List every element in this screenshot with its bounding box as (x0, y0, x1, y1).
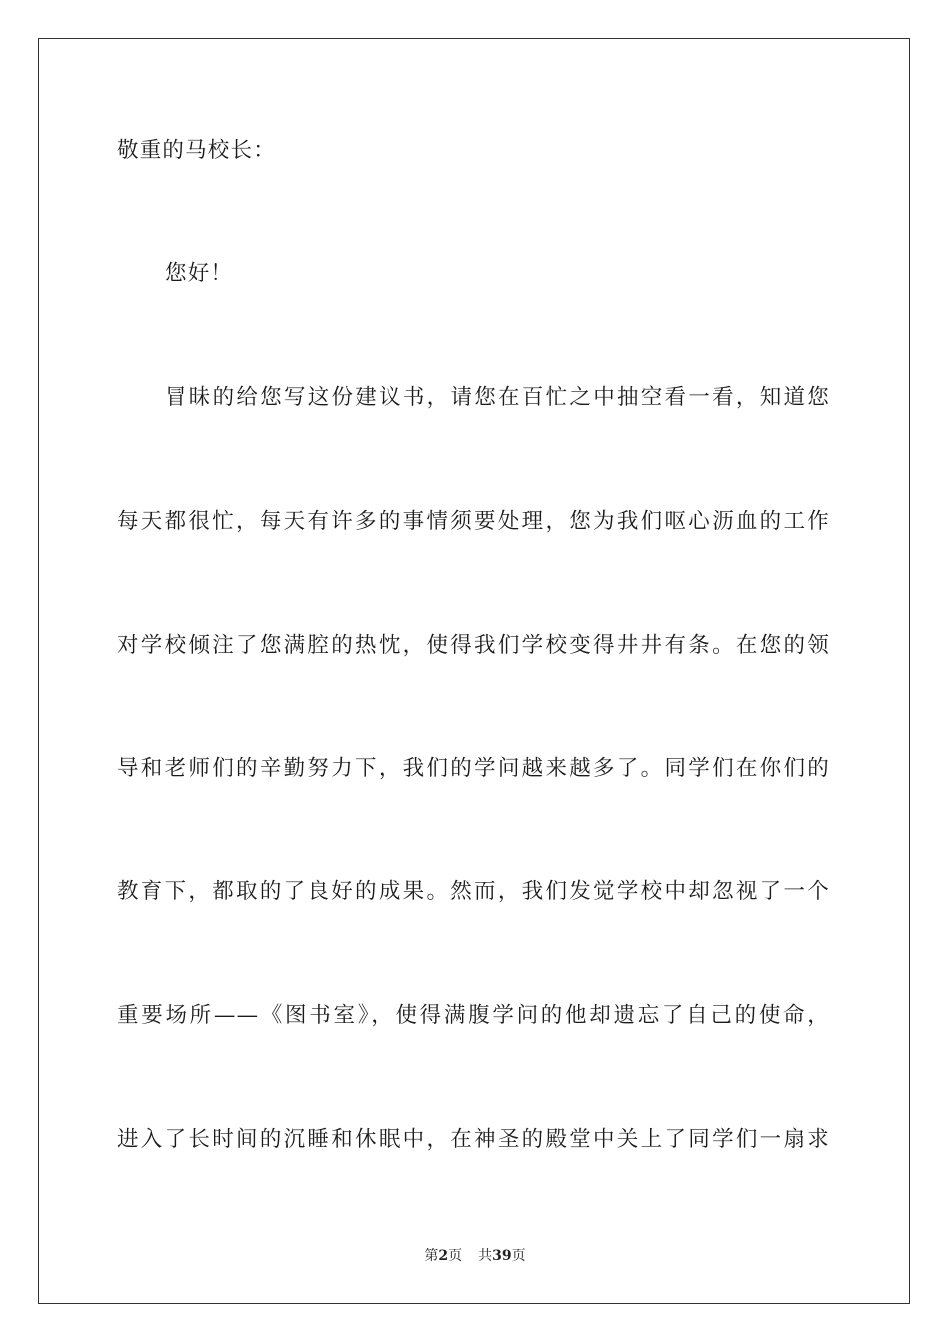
body-line-6: 重要场所——《图书室》，使得满腹学问的他却遗忘了自己的使命， (117, 1003, 830, 1028)
body-line-3: 对学校倾注了您满腔的热忱，使得我们学校变得井井有条。在您的领 (117, 633, 830, 658)
page-border (38, 38, 910, 1304)
page-prefix: 第 (424, 1248, 439, 1264)
page-suffix: 页 (448, 1248, 463, 1264)
page-footer (0, 1246, 950, 1266)
total-suffix: 页 (511, 1248, 526, 1264)
body-line-2: 每天都很忙，每天有许多的事情须要处理，您为我们呕心沥血的工作 (117, 509, 830, 534)
page-total: 39 (492, 1248, 512, 1264)
body-line-5: 教育下，都取的了良好的成果。然而，我们发觉学校中却忽视了一个 (117, 879, 830, 904)
salutation: 敬重的马校长： (117, 138, 276, 163)
total-prefix: 共 (478, 1248, 493, 1264)
body-line-4: 导和老师们的辛勤努力下，我们的学问越来越多了。同学们在你们的 (117, 756, 830, 781)
greeting: 您好！ (165, 261, 234, 286)
body-line-7: 进入了长时间的沉睡和休眠中，在神圣的殿堂中关上了同学们一扇求 (117, 1127, 830, 1152)
body-line-1: 冒昧的给您写这份建议书，请您在百忙之中抽空看一看，知道您 (165, 385, 830, 410)
page-current: 2 (438, 1248, 449, 1264)
